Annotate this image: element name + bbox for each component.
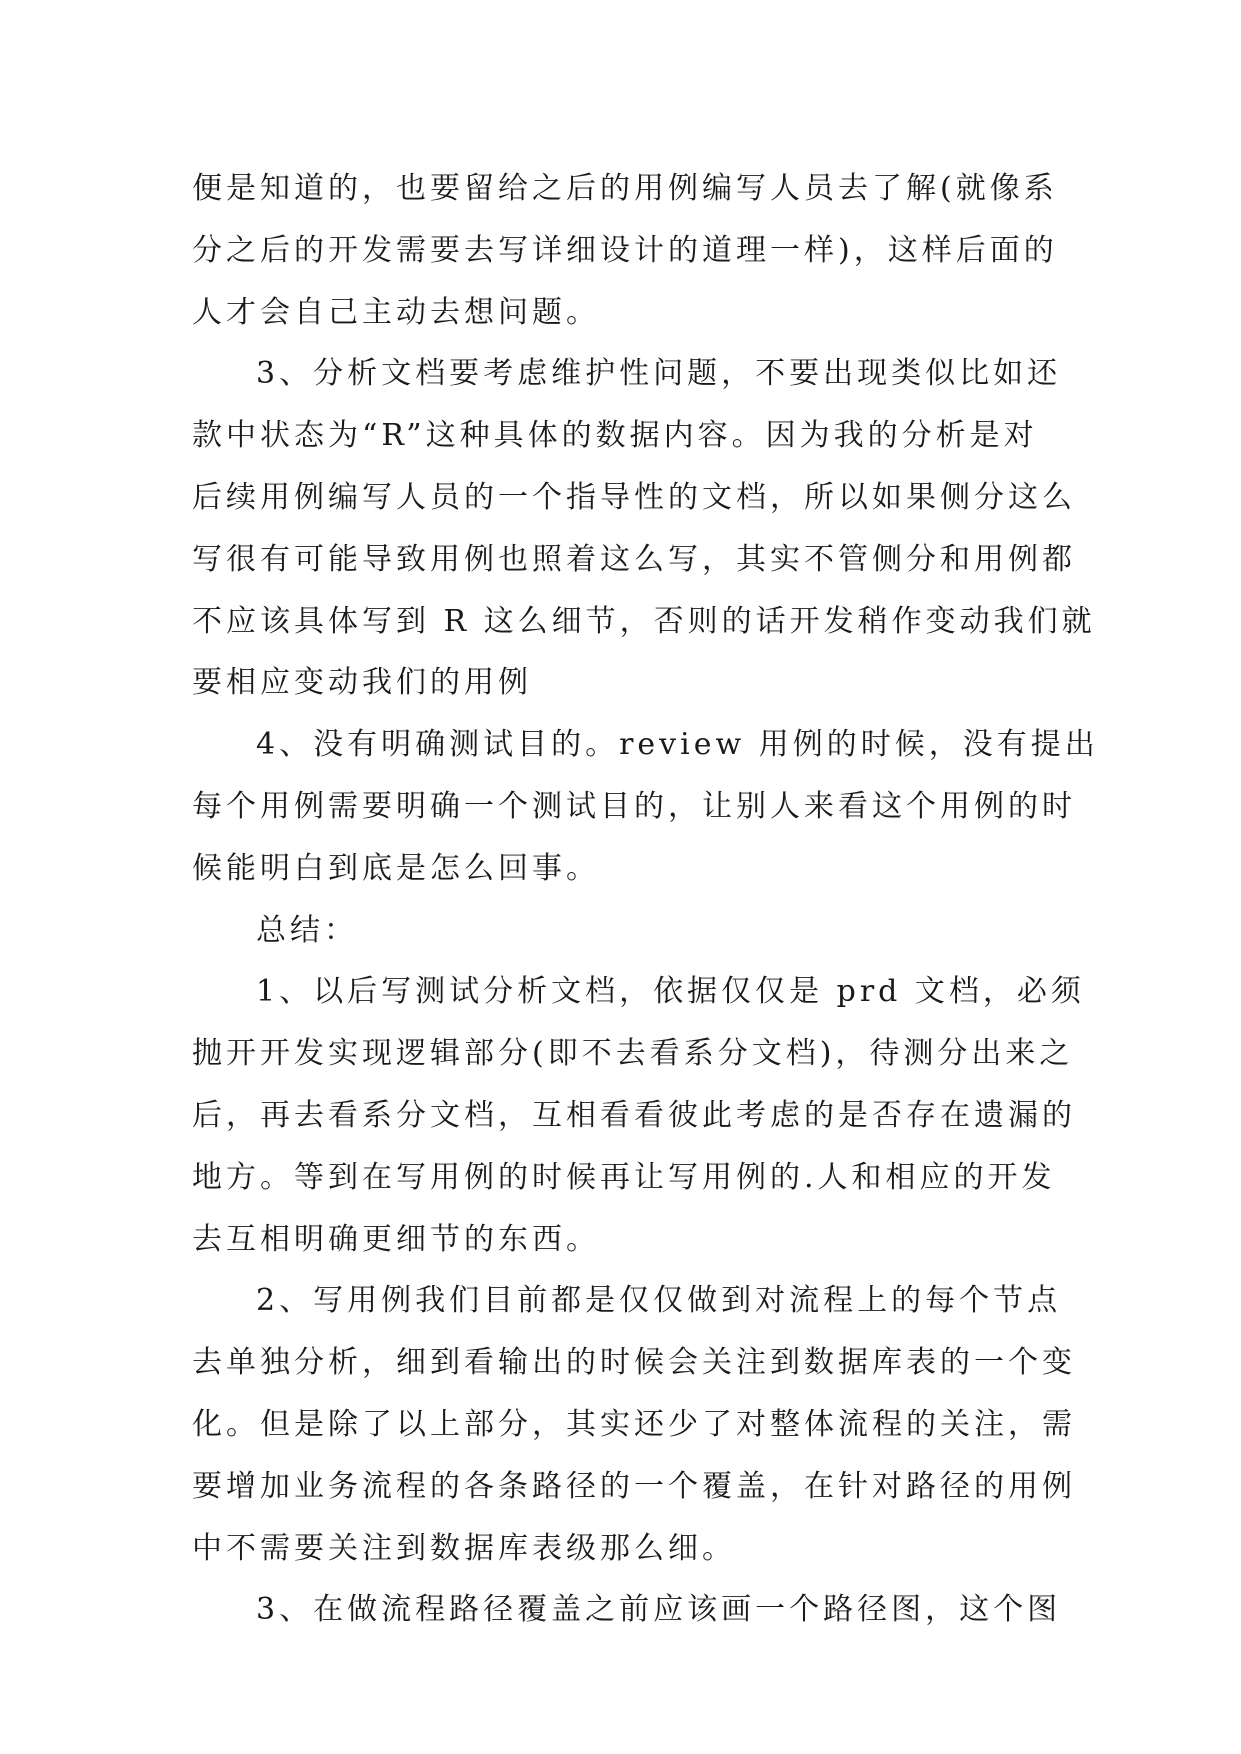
- text-line: 要相应变动我们的用例: [192, 665, 532, 701]
- text-line: 候能明白到底是怎么回事。: [192, 850, 600, 886]
- text-line: 4、没有明确测试目的。review 用例的时候，没有提出: [256, 727, 1099, 763]
- text-line: 2、写用例我们目前都是仅仅做到对流程上的每个节点: [256, 1283, 1062, 1319]
- text-line: 不应该具体写到 R 这么细节，否则的话开发稍作变动我们就: [192, 603, 1096, 639]
- text-line: 抛开开发实现逻辑部分(即不去看系分文档)，待测分出来之: [192, 1036, 1074, 1072]
- text-line: 去单独分析，细到看输出的时候会关注到数据库表的一个变: [192, 1345, 1076, 1381]
- text-line: 便是知道的，也要留给之后的用例编写人员去了解(就像系: [192, 171, 1058, 206]
- text-line: 化。但是除了以上部分，其实还少了对整体流程的关注，需: [192, 1406, 1076, 1442]
- text-line: 后，再去看系分文档，互相看看彼此考虑的是否存在遗漏的: [192, 1097, 1076, 1133]
- text-line: 地方。等到在写用例的时候再让写用例的.人和相应的开发: [192, 1159, 1056, 1195]
- text-line: 去互相明确更细节的东西。: [192, 1221, 600, 1257]
- text-line: 1、以后写测试分析文档，依据仅仅是 prd 文档，必须: [256, 974, 1085, 1010]
- text-line: 款中状态为“R”这种具体的数据内容。因为我的分析是对: [192, 418, 1038, 454]
- text-line: 每个用例需要明确一个测试目的，让别人来看这个用例的时: [192, 788, 1076, 824]
- text-line: 3、分析文档要考虑维护性问题，不要出现类似比如还: [256, 356, 1062, 392]
- document-body: [192, 158, 1099, 1641]
- text-line: 写很有可能导致用例也照着这么写，其实不管侧分和用例都: [192, 541, 1076, 577]
- text-line: 中不需要关注到数据库表级那么细。: [192, 1530, 736, 1566]
- text-line: 分之后的开发需要去写详细设计的道理一样)，这样后面的: [192, 232, 1058, 268]
- text-line: 要增加业务流程的各条路径的一个覆盖，在针对路径的用例: [192, 1468, 1076, 1504]
- text-line: 3、在做流程路径覆盖之前应该画一个路径图，这个图: [256, 1592, 1062, 1628]
- section-heading: 总结：: [256, 912, 358, 948]
- text-line: 人才会自己主动去想问题。: [192, 294, 600, 330]
- text-line: 后续用例编写人员的一个指导性的文档，所以如果侧分这么: [192, 479, 1076, 515]
